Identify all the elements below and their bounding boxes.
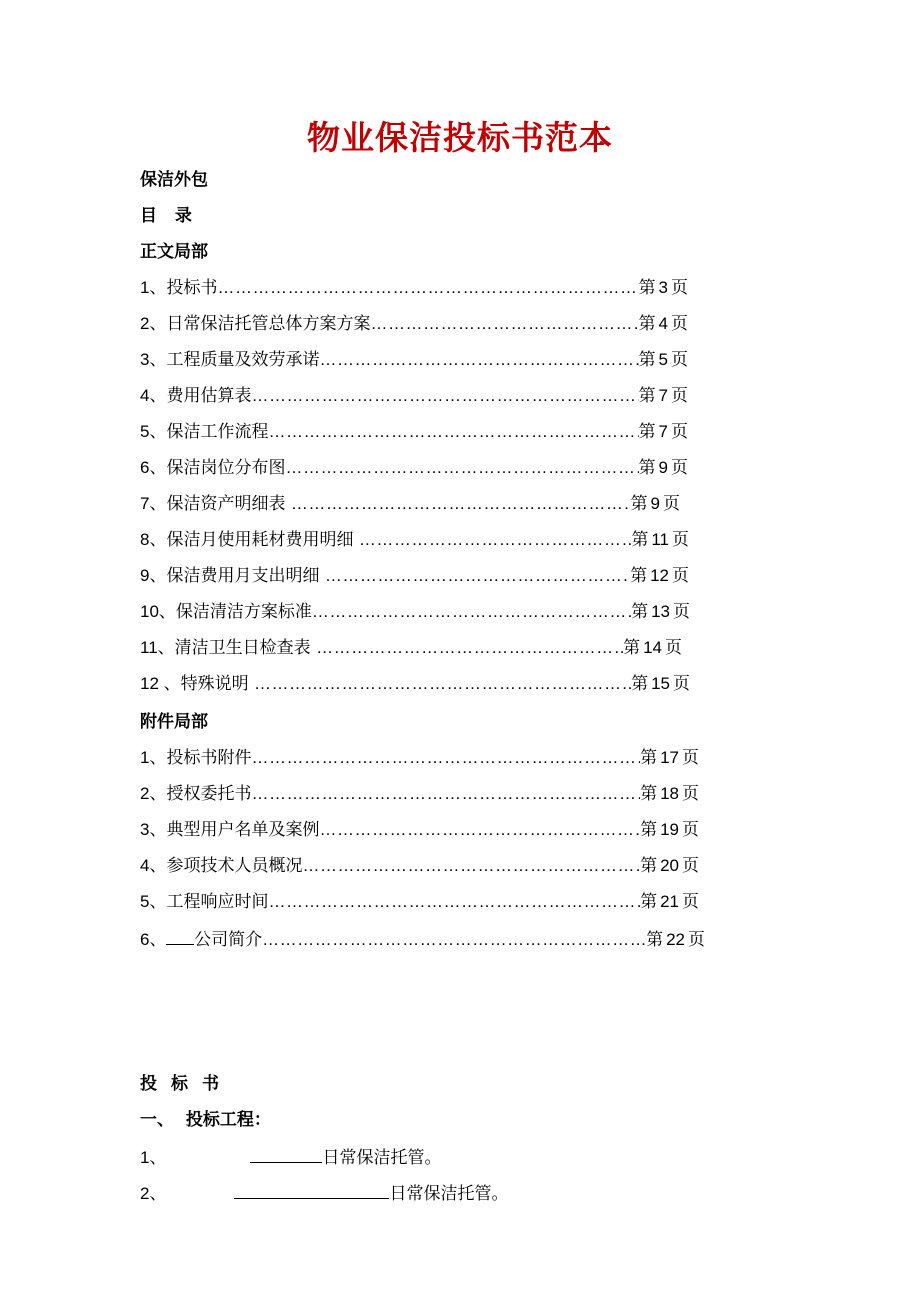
page-number: 3 [658,278,668,297]
toc-entry[interactable] [140,672,690,696]
toc-leader-dots [251,384,638,408]
toc-entry-number: 10、 [140,602,176,621]
page-prefix: 第 [638,458,656,478]
toc-leader-dots [319,818,640,842]
toc-entry-page [639,348,688,372]
toc-entry-label: 日常保洁托管总体方案方案 [166,314,371,334]
page-prefix: 第 [630,566,648,586]
page-suffix: 页 [682,892,699,912]
bid-item-text: 日常保洁托管。 [322,1148,442,1168]
toc-entry-label: 清洁卫生日检查表 [174,638,317,658]
toc-entry-number: 8、 [140,530,167,549]
toc-entry-page [640,818,699,842]
bid-section-heading: 一、 投标工程： [140,1110,271,1130]
page-prefix: 第 [640,892,658,912]
page-prefix: 第 [638,386,656,406]
toc-entry[interactable] [140,890,699,914]
page-suffix: 页 [682,784,699,804]
toc-entry-number: 11、 [140,638,175,657]
page-prefix: 第 [630,494,648,514]
toc-entry-label: 保洁月使用耗材费用明细 [166,530,359,550]
toc-leader-dots [325,564,630,588]
bid-item-text: 日常保洁托管。 [389,1184,509,1204]
toc-entry-label: 参项技术人员概况 [166,856,303,876]
page-prefix: 第 [631,530,649,550]
page-suffix: 页 [682,856,699,876]
page-number: 7 [658,422,668,441]
toc-entry-number: 3、 [140,820,167,839]
page-suffix: 页 [671,350,688,370]
toc-leader-dots [262,928,646,952]
toc-entry-label: 保洁岗位分布图 [166,458,286,478]
toc-entry-label: 工程质量及效劳承诺 [166,350,320,370]
toc-entry[interactable] [140,564,689,588]
toc-entry-label: 特殊说明 [180,674,255,694]
page-number: 9 [658,458,668,477]
page-prefix: 第 [638,314,656,334]
page-number: 9 [650,494,660,513]
toc-entry[interactable] [140,456,688,480]
page-suffix: 页 [671,458,688,478]
toc-leader-dots [254,672,631,696]
toc-entry-page [640,854,699,878]
toc-entry-number: 6、 [140,930,167,949]
toc-heading: 目 录 [140,206,198,226]
toc-entry-label: 保洁资产明细表 [166,494,291,514]
toc-entry-page [640,890,699,914]
toc-leader-dots [359,528,631,552]
toc-entry[interactable] [140,528,689,552]
appendix-section-heading: 附件局部 [140,712,208,732]
toc-leader-dots [251,746,640,770]
toc-entry-number: 2、 [140,314,167,333]
toc-entry-number: 12 、 [140,674,181,693]
toc-entry-page [639,276,688,300]
page-prefix: 第 [646,930,664,950]
page-number: 12 [650,566,669,585]
page-number: 7 [658,386,668,405]
page-suffix: 页 [688,930,705,950]
toc-entry[interactable] [140,492,680,516]
page-prefix: 第 [640,748,658,768]
toc-leader-dots [217,276,638,300]
toc-leader-dots [319,348,638,372]
page-suffix: 页 [671,422,688,442]
page-suffix: 页 [682,820,699,840]
toc-entry-label: 工程响应时间 [166,892,269,912]
toc-entry-page [640,746,699,770]
bid-item-2 [140,1180,508,1206]
page-number: 5 [658,350,668,369]
toc-entry-number: 6、 [140,458,167,477]
toc-entry[interactable] [140,312,688,336]
toc-leader-dots [268,890,640,914]
page-prefix: 第 [638,278,656,298]
page-suffix: 页 [665,638,682,658]
toc-entry[interactable] [140,384,688,408]
toc-entry-page [639,420,688,444]
page-number: 11 [651,530,669,549]
toc-entry-number: 4、 [140,856,167,875]
bid-item-1 [140,1144,441,1170]
toc-leader-dots [268,420,638,444]
toc-entry-page [623,636,682,660]
toc-entry[interactable] [140,782,699,806]
toc-leader-dots [285,456,638,480]
toc-entry[interactable] [140,636,682,660]
toc-entry-page [646,928,705,952]
toc-entry-label: 公司简介 [194,930,263,950]
toc-entry-page [631,528,689,552]
page-number: 4 [658,314,668,333]
page-prefix: 第 [640,856,658,876]
main-section-heading: 正文局部 [140,242,208,262]
toc-entry-page [639,384,688,408]
page-suffix: 页 [682,748,699,768]
toc-entry-page [631,600,690,624]
toc-entry-label: 投标书附件 [166,748,252,768]
toc-entry[interactable] [140,600,690,624]
toc-entry-number: 1、 [140,278,167,297]
page-number: 18 [660,784,679,803]
page-number: 17 [660,748,679,767]
toc-entry-label: 保洁工作流程 [166,422,269,442]
blank-line [234,1180,389,1199]
toc-entry-label: 保洁清洁方案标准 [175,602,312,622]
page-suffix: 页 [671,314,688,334]
page-suffix: 页 [671,278,688,298]
toc-entry[interactable] [140,746,699,770]
toc-entry-label: 投标书 [166,278,218,298]
toc-entry-number: 1、 [140,748,167,767]
page-number: 14 [643,638,662,657]
page-prefix: 第 [631,674,649,694]
toc-entry[interactable] [140,926,705,950]
page-suffix: 页 [672,566,689,586]
toc-entry-page [631,672,690,696]
toc-entry-label: 典型用户名单及案例 [166,820,320,840]
toc-entry-number: 9、 [140,566,167,585]
page-number: 21 [660,892,679,911]
toc-entry-label: 授权委托书 [166,784,252,804]
toc-entry-number: 5、 [140,892,167,911]
bid-item-number: 1、 [140,1148,167,1167]
toc-entry-number: 2、 [140,784,167,803]
toc-entry-number: 7、 [140,494,167,513]
page-prefix: 第 [640,820,658,840]
page-prefix: 第 [623,638,641,658]
toc-leader-dots [291,492,631,516]
toc-entry-label: 费用估算表 [166,386,252,406]
toc-entry[interactable] [140,348,688,372]
toc-entry-page [631,492,680,516]
page-suffix: 页 [663,494,680,514]
toc-entry-page [640,782,699,806]
page-number: 13 [651,602,670,621]
subtitle: 保洁外包 [140,170,208,190]
page-suffix: 页 [672,530,689,550]
document-title: 物业保洁投标书范本 [307,118,613,157]
toc-entry[interactable] [140,420,688,444]
page-suffix: 页 [673,674,690,694]
page-number: 20 [660,856,679,875]
page-prefix: 第 [640,784,658,804]
toc-entry-page [639,456,688,480]
page-number: 22 [666,930,685,949]
toc-entry-number: 3、 [140,350,167,369]
toc-entry-page [630,564,689,588]
toc-entry[interactable] [140,276,688,300]
blank-line [166,926,194,945]
page-prefix: 第 [638,422,656,442]
page-prefix: 第 [631,602,649,622]
toc-entry-label: 保洁费用月支出明细 [166,566,325,586]
blank-line [250,1144,322,1163]
toc-leader-dots [302,854,640,878]
toc-leader-dots [370,312,638,336]
toc-entry-page [639,312,688,336]
toc-entry-number: 5、 [140,422,167,441]
page-number: 15 [651,674,670,693]
page-suffix: 页 [671,386,688,406]
toc-leader-dots [316,636,623,660]
page-suffix: 页 [673,602,690,622]
toc-entry-number: 4、 [140,386,167,405]
toc-leader-dots [312,600,631,624]
bid-heading: 投标书 [140,1074,233,1094]
bid-item-number: 2、 [140,1184,167,1203]
page-prefix: 第 [638,350,656,370]
page-number: 19 [660,820,679,839]
toc-leader-dots [251,782,640,806]
toc-entry[interactable] [140,854,699,878]
toc-entry[interactable] [140,818,699,842]
